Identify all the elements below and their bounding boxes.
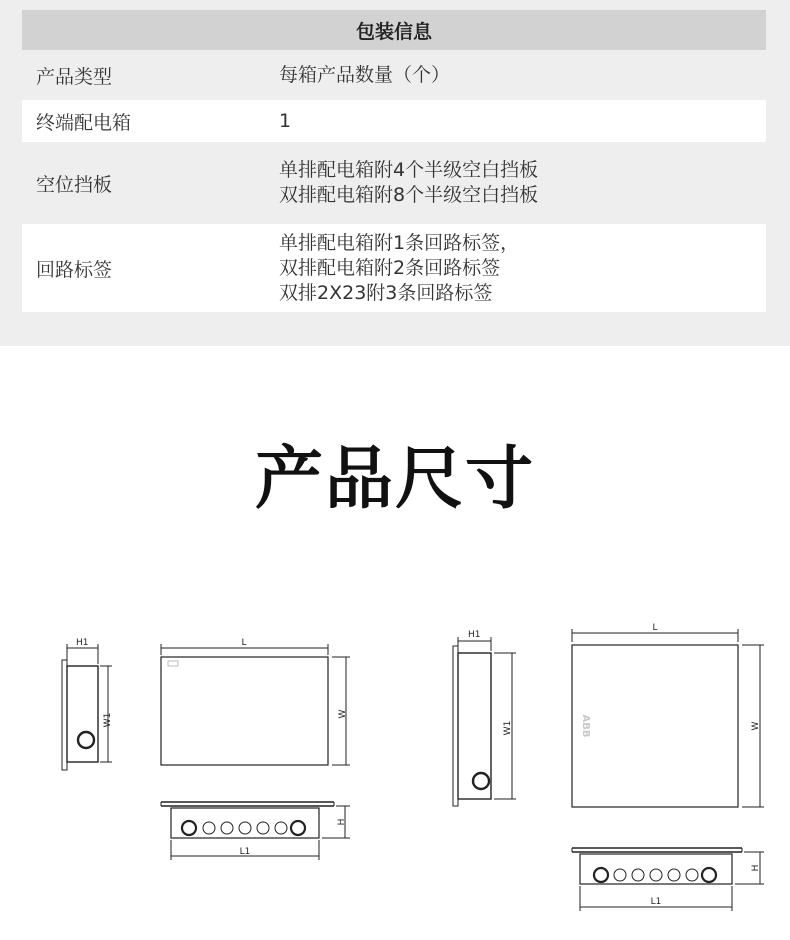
left-bottom-view [161,802,350,860]
packaging-row-product-type [22,50,766,100]
left-h-label: H [337,818,347,826]
packaging-row-circuit-labels [22,224,766,312]
packaging-row-blank-plates [22,142,766,224]
right-front-view [572,629,764,807]
row-value [279,142,538,224]
left-w1-label: W1 [103,712,113,728]
row-value [279,100,291,142]
abb-logo: ABB [580,714,591,738]
row-value-line: 每箱产品数量（个） [279,63,451,86]
row-value-line: 双排配电箱附8个半级空白挡板 [279,184,539,206]
left-w-label: W [338,709,348,719]
right-h-label: H [751,864,761,872]
right-w-label: W [751,721,761,731]
row-value [279,224,519,312]
row-label: 空位挡板 [36,173,113,196]
right-l-label: L [652,623,658,633]
right-h1-label: H1 [468,630,481,640]
row-value-line: 单排配电箱附1条回路标签， [279,231,520,254]
row-value [279,50,450,100]
row-label: 终端配电箱 [36,111,132,134]
left-front-view [161,644,350,765]
row-value-line: 单排配电箱附4个半级空白挡板 [279,159,539,181]
row-label: 回路标签 [36,258,113,281]
left-h1-label: H1 [76,638,89,648]
left-side-view [62,644,112,770]
left-l1-label: L1 [239,847,251,857]
row-value-line: 1 [279,109,292,132]
row-label: 产品类型 [36,65,113,88]
dimension-drawings [0,620,790,920]
right-w1-label: W1 [503,720,513,736]
packaging-section [0,0,790,346]
row-value-line: 双排2X23附3条回路标签 [279,281,493,304]
right-bottom-view [572,848,764,911]
packaging-row-box [22,100,766,142]
row-value-line: 双排配电箱附2条回路标签 [279,256,501,279]
packaging-header: 包装信息 [22,10,766,50]
left-l-label: L [241,638,247,648]
right-l1-label: L1 [650,897,662,907]
dimensions-title: 产品尺寸 [254,440,535,519]
